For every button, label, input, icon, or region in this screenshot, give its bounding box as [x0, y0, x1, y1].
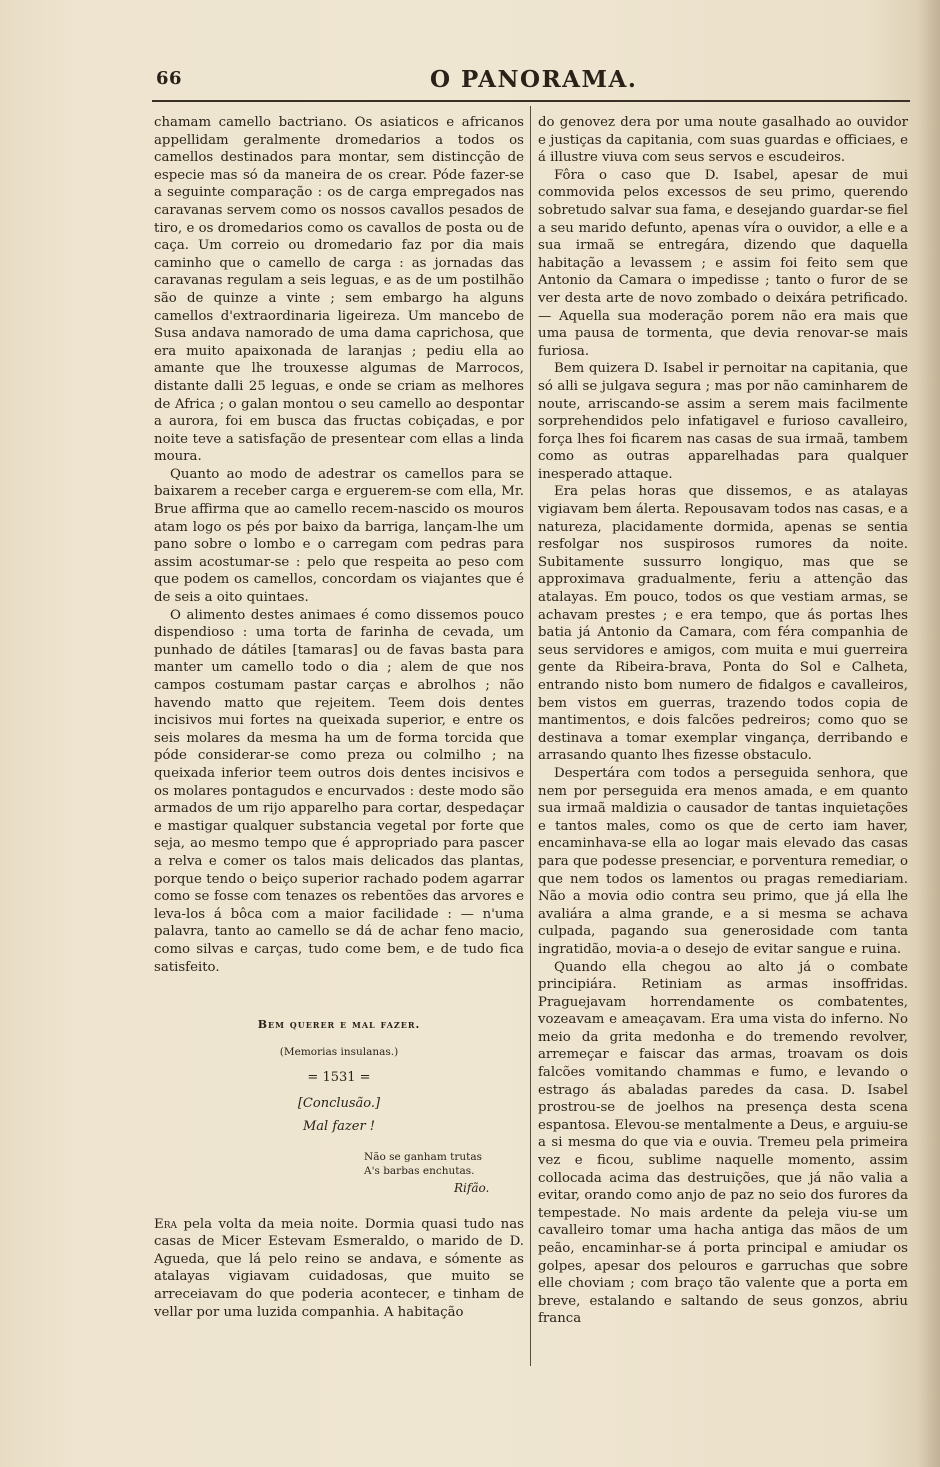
chapter-title: Mal fazer !: [302, 1119, 376, 1135]
journal-title: O PANORAMA.: [430, 66, 638, 93]
article-year: = 1531 =: [307, 1070, 371, 1086]
article-conclusao: [Conclusão.]: [297, 1095, 381, 1111]
page-header: [150, 64, 910, 94]
epigraph-source: Rifão.: [454, 1181, 490, 1196]
opening-word: Era: [154, 1216, 177, 1232]
article-opening-paragraph: [154, 1216, 524, 1322]
right-column: [538, 114, 908, 1328]
opening-text: pela volta da meia noite. Dormia quasi tudo nas casas de Micer Estevam Esmeraldo, o marido de D. Agueda, que lá pelo reino se andava, e sómente as atalayas vigiavam cuidadosas, que muito se arreceiavam do que poderia acontecer, e tinham de vellar por uma luzida companhia. A habitação: [154, 1216, 524, 1320]
left-paragraph-1: chamam camello bactriano. Os asiaticos e africanos appellidam geralmente dromedarios a todos os camellos destinados para montar, sem distincção de especie mas só da maneira de os crear. Póde fazer-se a seguinte comparação : os de carga empregados nas caravanas servem como os nossos cavallos pesados de tiro, e os dromedarios como os cavallos de posta ou de caça. Um correio ou dromedario faz por dia mais caminho que o camello de carga : as jornadas das caravanas regulam a seis leguas, e as de um postilhão são de quinze a vinte ; sem embargo ha alguns camellos d'extraordinaria ligeireza. Um mancebo de Susa andava namorado de uma dama caprichosa, que era muito apaixonada de laranjas ; pediu ella ao amante que lhe trouxesse algumas de Marrocos, distante dalli 25 leguas, e onde se criam as melhores de Africa ; o galan montou o seu camello ao despontar a aurora, foi em busca das fructas cobiçadas, e por noite teve a satisfação de presentear com ellas a linda moura.: [154, 115, 524, 465]
column-divider: [530, 106, 531, 1366]
right-paragraph-2: Fôra o caso que D. Isabel, apesar de mui commovida pelos excessos de seu primo, querendo sobretudo salvar sua fama, e desejando guardar-se fiel a seu marido defunto, apenas víra o ouvidor, a elle e a sua irmaã se entregára, dizendo que daquella habitação a levassem ; e assim foi feito sem que Antonio da Camara o impedisse ; tanto o furor de se ver desta arte de novo zombado o deixára petrificado. — Aquella sua moderação porem não era mais que uma pausa de tormenta, que devia renovar-se mais furiosa.: [538, 167, 908, 359]
epigraph-line-1: Não se ganham trutas: [364, 1151, 482, 1164]
right-paragraph-4: Era pelas horas que dissemos, e as atalayas vigiavam bem álerta. Repousavam todos nas casas, e a natureza, placidamente dormida, apenas se sentia resfolgar nos suspirosos rumores da noite. Subitamente sussurro longiquo, mas que se approximava gradualmente, feriu a attenção das atalayas. Em pouco, todos os que vestiam armas, se achavam prestes ; e era tempo, que ás portas lhes batia já Antonio da Camara, com féra companhia de seus servidores e amigos, com muita e mui guerreira gente da Ribeira-brava, Ponta do Sol e Calheta, entrando nisto bom numero de fidalgos e cavalleiros, bem vistos em guerras, trazendo todos copia de mantimentos, e dois falcões pedreiros; como quo se destinava a tomar exemplar vingança, derribando e arrasando quanto lhes fizesse obstaculo.: [538, 484, 908, 764]
epigraph: [364, 1150, 524, 1178]
right-paragraph-3: Bem quizera D. Isabel ir pernoitar na capitania, que só alli se julgava segura ; mas por não caminharem de noute, arriscando-se assim a serem mais facilmente sorprehendidos pelo infatigavel e furioso cavalleiro, força lhes foi ficarem nas casas de sua irmaã, tambem como as outras apparelhadas para qualquer inesperado attaque.: [538, 361, 908, 482]
right-paragraph-6: Quando ella chegou ao alto já o combate principiára. Retiniam as armas insoffridas. Praguejavam horrendamente os combatentes, vozeavam e ameaçavam. Era uma vista do inferno. No meio da grita medonha e do tremendo revolver, arremeçar e faiscar das armas, troavam os dois falcões vomitando chammas e fumo, e levando o estrago ás abaladas paredes da casa. D. Isabel prostrou-se de joelhos na presença desta scena espantosa. Elevou-se mentalmente a Deus, e arguiu-se a si mesma do que via e ouvia. Tremeu pela primeira vez e ficou, sublime naquelle momento, assim collocada acima das destruições, que já não valia a evitar, orando como anjo de paz no seio dos furores da tempestade. No mais ardente da peleja viu-se um cavalleiro tomar uma hacha antiga das mãos de um peão, encaminhar-se á porta principal e amiudar os golpes, apesar dos pelouros e garruchas que sobre elle choviam ; com braço tão valente que a porta em breve, estalando e saltando de seus gonzos, abriu franca: [538, 959, 908, 1327]
left-paragraph-3: O alimento destes animaes é como dissemos pouco dispendioso : uma torta de farinha de cevada, um punhado de dátiles [tamaras] ou de favas basta para manter um camello todo o dia ; alem de que nos campos costumam pastar carças e abrolhos ; não havendo matto que rejeitem. Teem dois dentes incisivos mui fortes na queixada superior, e entre os seis molares da mesma ha um de forma torcida que póde considerar-se como preza ou colmilho ; na queixada inferior teem outros dois dentes incisivos e os molares pontagudos e encurvados : deste modo são armados de um rijo apparelho para cortar, despedaçar e mastigar qualquer substancia vegetal por forte que seja, ao mesmo tempo que é appropriado para pascer a relva e comer os talos mais delicados das plantas, porque tendo o beiço superior rachado podem agarrar como se fosse com tenazes os rebentões das arvores e leva-los á bôca com a maior facilidade : — n'uma palavra, tanto ao camello se dá de achar feno macio, como silvas e carças, tudo come bem, e de tudo fica satisfeito.: [154, 607, 524, 975]
epigraph-line-2: A's barbas enchutas.: [364, 1165, 475, 1178]
right-paragraph-5: Despertára com todos a perseguida senhora, que nem por perseguida era menos amada, e em quanto sua irmaã maldizia o causador de tantas inquietações e tantos males, como os que de certo iam haver, encaminhava-se ella ao logar mais elevado das casas para que podesse presenciar, e porventura remediar, o que nem todos os lamentos ou pragas remediariam. Não a movia odio contra seu primo, que já ella lhe avaliára a alma grande, e a si mesma se achava culpada, pagando sua generosidade com tanta ingratidão, movia-a o desejo de evitar sangue e ruina.: [538, 765, 908, 957]
page-number: 66: [156, 68, 183, 89]
left-paragraph-2: Quanto ao modo de adestrar os camellos para se baixarem a receber carga e erguerem-se com ella, Mr. Brue affirma que ao camello recem-nascido os mouros atam logo os pés por baixo da barriga, lançam-lhe um pano sobre o lombo e o carregam com pedras para assim acostumar-se : pelo que respeita ao peso com que podem os camellos, concordam os viajantes que é de seis a oito quintaes.: [154, 466, 524, 606]
right-paragraph-1: do genovez dera por uma noute gasalhado ao ouvidor e justiças da capitania, com suas guardas e officiaes, e á illustre viuva com seus servos e escudeiros.: [538, 115, 908, 166]
left-column: [154, 114, 524, 1321]
header-rule: [152, 100, 910, 102]
article-heading: Bem querer e mal fazer.: [257, 1018, 421, 1032]
article-subheading: (Memorias insulanas.): [279, 1045, 399, 1058]
page-edge-shadow: [918, 0, 940, 1467]
